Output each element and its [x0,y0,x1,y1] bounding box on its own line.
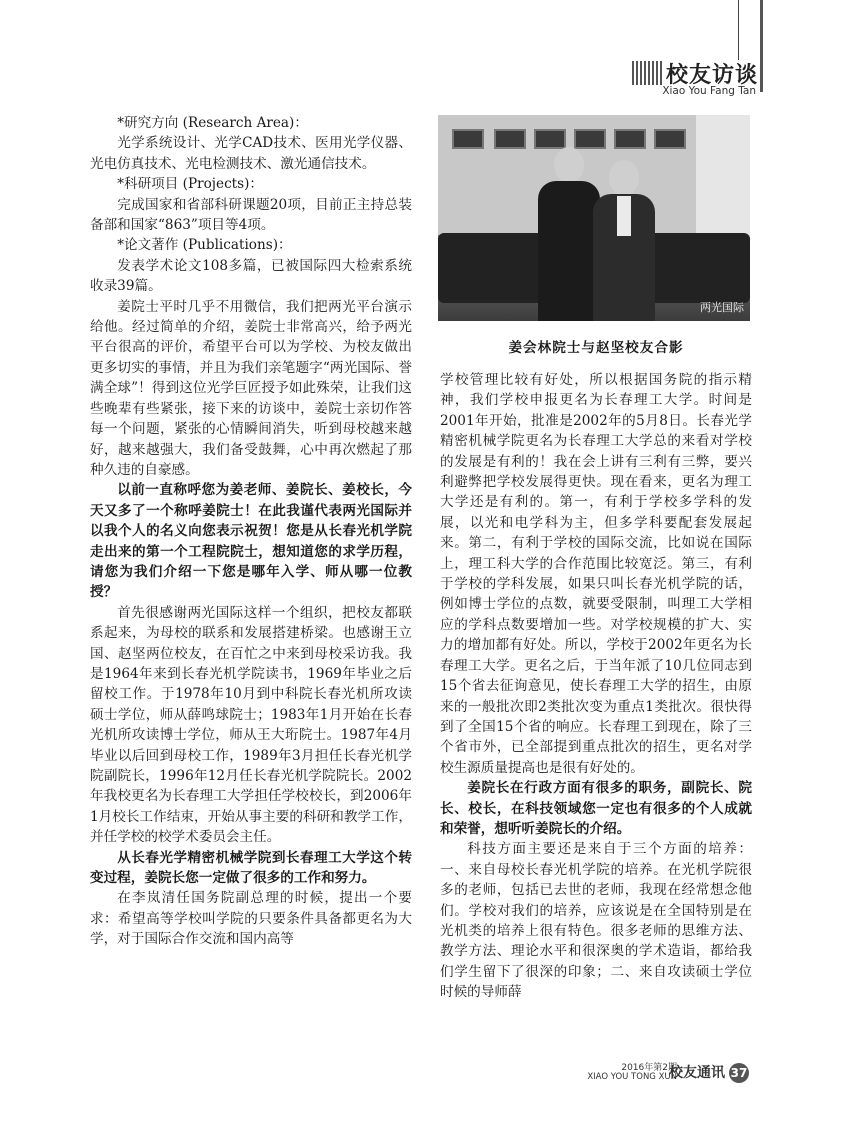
photo-frame [574,129,606,149]
paragraph: *论文著作 (Publications)： [117,237,292,254]
photo-person-left [538,147,600,321]
section-subtitle: Xiao You Fang Tan [662,85,756,97]
photo-frame [452,129,484,149]
magazine-brand: 校友通讯 [669,1065,725,1081]
photo-sofa [648,233,750,303]
photo-frame [494,129,526,149]
paragraph: 发表学术论文108多篇，已被国际四大检索系统收录39篇。 [90,257,412,295]
paragraph: *研究方向 (Research Area)： [117,115,308,131]
photo-frame [534,129,566,149]
photo-person-right [593,160,655,321]
paragraph: *科研项目 (Projects)： [117,176,264,193]
right-column [440,370,752,1003]
interview-photo [438,115,750,321]
magazine-name: XIAO YOU TONG XUN [587,1072,677,1082]
question-paragraph: 姜院长在行政方面有很多的职务，副院长、院长、校长，在科技领域您一定也有很多的个人成就和荣誉，想听听姜院长的介绍。 [440,780,752,837]
photo-sofa [438,233,548,303]
photo-watermark: 两光国际 [700,301,744,314]
paragraph: 姜院士平时几乎不用微信，我们把两光平台演示给他。经过简单的介绍，姜院士非常高兴，给予两光平台很高的评价，希望平台可以为学校、为校友做出更多切实的事情，并且为我们亲笔题字“两光国际、誉满全球”！得到这位光学巨匠授予如此殊荣，让我们这些晚辈有些紧张，接下来的访谈中，姜院士亲切作答每一个问题，紧张的心情瞬间消失，听到母校越来越好，越来越强大，我们备受鼓舞，心中再次燃起了那种久违的自豪感。 [90,298,412,478]
issue-label: 2016年第2期 [621,1063,677,1073]
paragraph: 学校管理比较有好处，所以根据国务院的指示精神，我们学校申报更名为长春理工大学。时间是2001年开始，批准是2002年的5月8日。长春光学精密机械学院更名为长春理工大学总的来看对学校的发展是有利的！我在会上讲有三利有三弊，要兴利避弊把学校发展得更快。现在看来，更名为理工大学还是有利的。第一，有利于学校多学科的发展，以光和电学科为主，但多学科要配套发展起来。第二，有利于学校的国际交流，比如说在国际上，理工科大学的合作范围比较宽泛。第三，有利于学校的学科发展，如果只叫长春光机学院的话，例如博士学位的点数，就要受限制，叫理工大学相应的学科点数要增加一些。对学校规模的扩大、实力的增加都有好处。所以，学校于2002年更名为长春理工大学。更名之后，于当年派了10几位同志到15个省去征询意见，使长春理工大学的招生，由原来的一般批次即2类批次变为重点1类批次。很快得到了全国15个省的响应。长春理工到现在，除了三个省市外，已全部提到重点批次的招生，更名对学校生源质量提高也是很有好处的。 [440,372,752,776]
photo-frame [654,129,686,149]
section-header [632,58,760,97]
page-number: 37 [729,1063,749,1083]
paragraph: 科技方面主要还是来自于三个方面的培养：一、来自母校长春光机学院的培养。在光机学院很多的老师，包括已去世的老师，我现在经常想念他们。学校对我们的培养，应该说是在全国特别是在光机类的培养上很有特色。很多老师的思维方法、教学方法、理论水平和很深奥的学术造诣，都给我们学生留下了很深的印象；二、来自攻读硕士学位时候的导师薛 [440,841,752,1001]
paragraph: 光学系统设计、光学CAD技术、医用光学仪器、光电仿真技术、光电检测技术、激光通信技术。 [90,135,412,172]
photo-frame [614,129,646,149]
question-paragraph: 以前一直称呼您为姜老师、姜院长、姜校长，今天又多了一个称呼姜院士！在此我谨代表两光国际并以我个人的名义向您表示祝贺！您是从长春光机学院走出来的第一个工程院院士，想知道您的求学历程，请您为我们介绍一下您是哪年入学、师从哪一位教授？ [90,482,412,601]
page-footer [575,1060,755,1090]
photo-caption: 姜会林院士与赵坚校友合影 [508,340,684,356]
paragraph: 首先很感谢两光国际这样一个组织，把校友都联系起来，为母校的联系和发展搭建桥梁。也感谢王立国、赵坚两位校友，在百忙之中来到母校采访我。我是1964年来到长春光机学院读书，1969年毕业之后留校工作。于1978年10月到中科院长春光机所攻读硕士学位，师从薛鸣球院士；1983年1月开始在长春光机所攻读博士学位，师从王大珩院士。1987年4月毕业以后回到母校工作，1989年3月担任长春光机学院副院长，1996年12月任长春光机学院院长。2002年我校更名为长春理工大学担任学校校长，到2006年1月校长工作结束，开始从事主要的科研和教学工作，并任学校的校学术委员会主任。 [90,604,412,846]
paragraph: 完成国家和省部科研课题20项，目前正主持总装备部和国家“863”项目等4项。 [90,196,412,234]
question-paragraph: 从长春光学精密机械学院到长春理工大学这个转变过程，姜院长您一定做了很多的工作和努力。 [90,849,412,887]
paragraph: 在李岚清任国务院副总理的时候，提出一个要求：希望高等学校叫学院的只要条件具备都更名为大学，对于国际合作交流和国内高等 [90,890,412,948]
header-rule [738,0,739,60]
header-rule-thick [760,0,763,92]
left-column [90,113,412,950]
section-title: 校友访谈 [666,63,759,88]
header-stripes-icon [632,61,662,85]
